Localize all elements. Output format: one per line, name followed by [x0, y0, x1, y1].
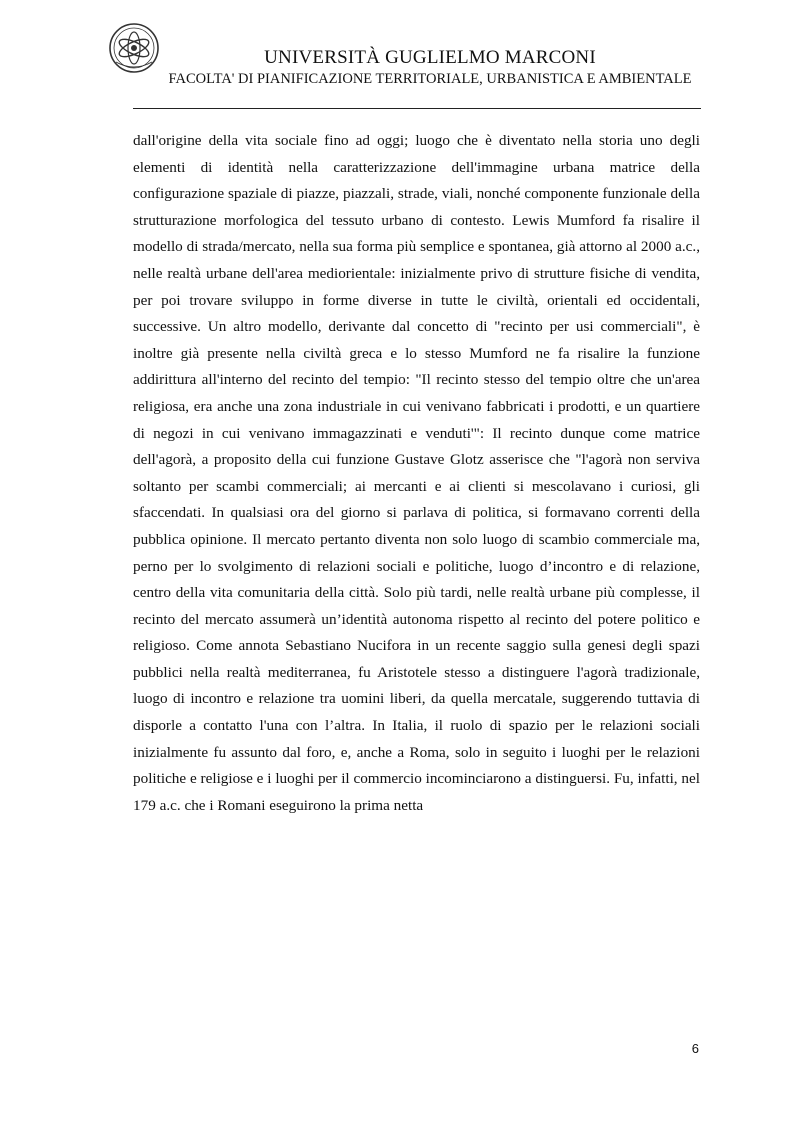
page-number: 6 [691, 1041, 699, 1056]
university-name: UNIVERSITÀ GUGLIELMO MARCONI [264, 47, 596, 68]
university-seal-icon [108, 22, 160, 74]
document-header [160, 47, 700, 88]
header-divider [133, 108, 701, 109]
faculty-name: FACOLTA' DI PIANIFICAZIONE TERRITORIALE, URBANISTICA E AMBIENTALE [168, 71, 692, 87]
body-paragraph: dall'origine della vita sociale fino ad oggi; luogo che è diventato nella storia uno degli elementi di identità nella caratterizzazione dell'immagine urbana matrice della configurazione spaziale di piazze, piazzali, strade, viali, nonché componente funzionale della strutturazione morfologica del tessuto urbano di contesto. Lewis Mumford fa risalire il modello di strada/mercato, nella sua forma più semplice e spontanea, già attorno al 2000 a.c., nelle realtà urbane dell'area mediorientale: inizialmente privo di strutture fisiche di vendita, per poi trovare sviluppo in forme diverse in tutte le civiltà, orientali ed occidentali, successive. Un altro modello, derivante dal concetto di "recinto per usi commerciali", è inoltre già presente nella civiltà greca e lo stesso Mumford ne fa risalire la funzione addirittura all'interno del recinto del tempio: "Il recinto stesso del tempio oltre che un'area religiosa, era anche una zona industriale in cui venivano fabbricati i prodotti, e un quartiere di negozi in cui venivano immagazzinati e venduti'": Il recinto dunque come matrice dell'agorà, a proposito della cui funzione Gustave Glotz asserisce che "l'agorà non serviva soltanto per scambi commerciali; ai mercanti e ai clienti si mescolavano i curiosi, gli sfaccendati. In qualsiasi ora del giorno si parlava di politica, si formavano correnti della pubblica opinione. Il mercato pertanto diventa non solo luogo di scambio commerciale ma, perno per lo svolgimento di relazioni sociali e politiche, luogo d’incontro e di relazione, centro della vita comunitaria della città. Solo più tardi, nelle realtà urbane più complesse, il recinto del mercato assumerà un’identità autonoma rispetto al recinto del potere politico e religioso. Come annota Sebastiano Nucifora in un recente saggio sulla genesi degli spazi pubblici nella realtà mediterranea, fu Aristotele stesso a distinguere l'agorà tradizionale, luogo di incontro e relazione tra uomini liberi, da quella mercatale, suggerendo tuttavia di disporle a contatto l'una con l’altra. In Italia, il ruolo di spazio per le relazioni sociali inizialmente fu assunto dal foro, e, anche a Roma, solo in seguito i luoghi per le relazioni politiche e religiose e i luoghi per il commercio incominciarono a distinguersi. Fu, infatti, nel 179 a.c. che i Romani eseguirono la prima netta [133, 132, 700, 814]
